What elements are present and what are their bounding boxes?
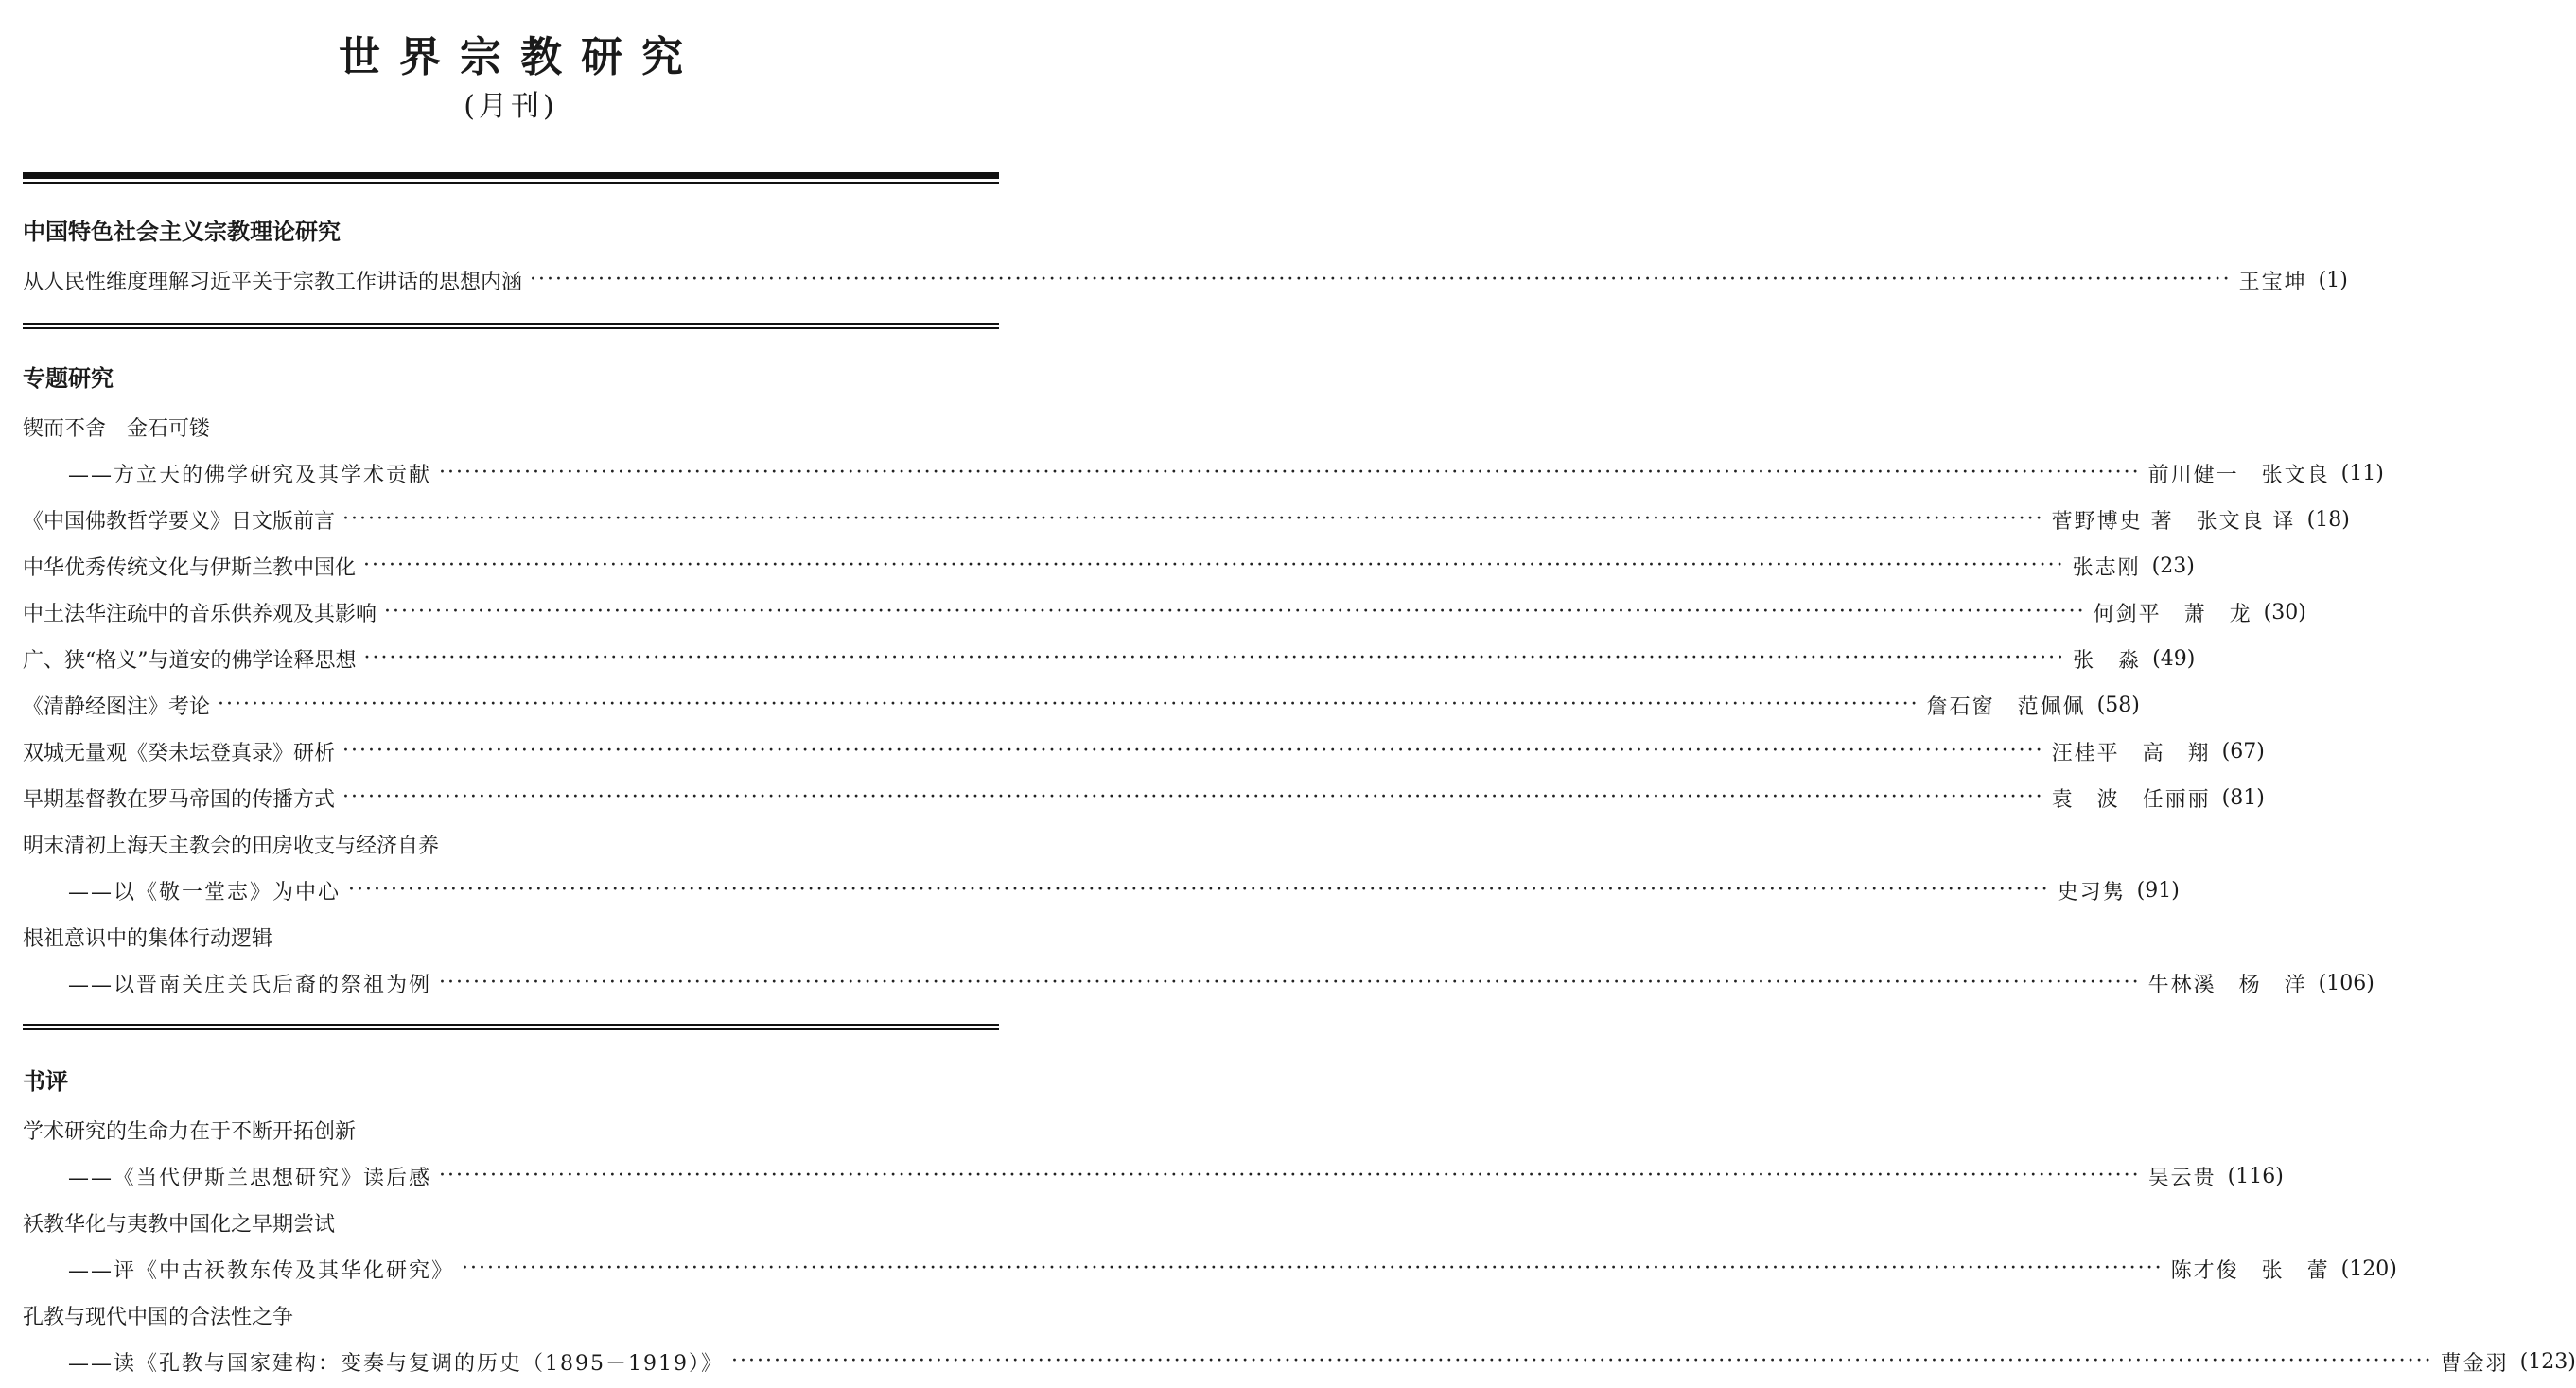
toc-entry[interactable] <box>23 828 999 860</box>
entry-page: (67) <box>2221 739 2265 764</box>
entry-subtitle: ——以《敬一堂志》为中心 <box>68 880 342 905</box>
journal-frequency: (月刊) <box>464 90 558 123</box>
entry-page: (116) <box>2227 1164 2284 1188</box>
section-title-special-topics: 专题研究 <box>23 365 114 392</box>
entry-title: 从人民性维度理解习近平关于宗教工作讲话的思想内涵 <box>23 270 523 294</box>
toc-entry[interactable] <box>23 642 2196 675</box>
entry-title: 中土法华注疏中的音乐供养观及其影响 <box>23 602 377 626</box>
entry-title: 中华优秀传统文化与伊斯兰教中国化 <box>23 555 357 580</box>
toc-entry[interactable] <box>23 1345 2576 1378</box>
leader-dots: ········································································································································································································ <box>462 1256 2164 1280</box>
entry-author: 牛林溪 杨 洋 <box>2147 973 2307 997</box>
leader-dots: ········································································································································································································ <box>342 507 2044 531</box>
toc-entry[interactable] <box>23 967 2374 999</box>
entry-title: 《中国佛教哲学要义》日文版前言 <box>23 509 336 534</box>
entry-author: 前川健一 张文良 <box>2147 463 2330 487</box>
entry-page: (18) <box>2306 507 2350 532</box>
entry-subtitle: ——读《孔教与国家建构：变奏与复调的历史（1895－1919）》 <box>68 1351 724 1376</box>
entry-author: 袁 波 任丽丽 <box>2051 787 2211 812</box>
toc-entry[interactable] <box>23 1114 999 1146</box>
toc-entry[interactable] <box>23 782 2265 814</box>
leader-dots: ········································································································································································································ <box>363 646 2066 670</box>
entry-author: 菅野博史 著 张文良 译 <box>2051 509 2296 534</box>
entry-title: 锲而不舍 金石可镂 <box>23 416 211 441</box>
toc-entry[interactable] <box>23 1206 999 1239</box>
toc-entry[interactable] <box>23 1299 999 1331</box>
entry-author: 詹石窗 范佩佩 <box>1926 694 2086 719</box>
toc-entry[interactable] <box>23 1160 2284 1192</box>
entry-page: (58) <box>2096 693 2140 717</box>
journal-title: 世界宗教研究 <box>339 33 702 81</box>
leader-dots: ········································································································································································································ <box>439 971 2141 994</box>
entry-subtitle: ——以晋南关庄关氏后裔的祭祖为例 <box>68 973 432 997</box>
toc-entry[interactable] <box>23 921 999 953</box>
toc-entry[interactable] <box>23 550 2195 582</box>
toc-entry[interactable] <box>23 874 2180 906</box>
leader-dots: ········································································································································································································ <box>363 553 2065 577</box>
entry-title: 广、狭“格义”与道安的佛学诠释思想 <box>23 648 357 673</box>
toc-entry[interactable] <box>23 264 2348 296</box>
entry-title: 孔教与现代中国的合法性之争 <box>23 1305 294 1329</box>
entry-page: (23) <box>2151 553 2195 578</box>
section-rule-bottom <box>23 327 999 329</box>
section-title-theory: 中国特色社会主义宗教理论研究 <box>23 219 341 245</box>
entry-title: 袄教华化与夷教中国化之早期尝试 <box>23 1212 336 1237</box>
entry-page: (1) <box>2318 268 2348 292</box>
leader-dots: ········································································································································································································ <box>439 1164 2141 1187</box>
entry-author: 张 淼 <box>2073 648 2142 673</box>
entry-subtitle: ——《当代伊斯兰思想研究》读后感 <box>68 1166 432 1190</box>
entry-author: 史习隽 <box>2057 880 2126 905</box>
entry-title: 学术研究的生命力在于不断开拓创新 <box>23 1119 357 1144</box>
entry-subtitle: ——评《中古祆教东传及其华化研究》 <box>68 1258 455 1283</box>
toc-page <box>23 0 2576 1388</box>
entry-title: 《清静经图注》考论 <box>23 694 211 719</box>
entry-author: 王宝坤 <box>2238 270 2307 294</box>
entry-author: 何剑平 萧 龙 <box>2093 602 2252 626</box>
section-rule-bottom <box>23 1028 999 1030</box>
entry-author: 吴云贵 <box>2147 1166 2217 1190</box>
toc-entry[interactable] <box>23 596 2306 628</box>
leader-dots: ········································································································································································································ <box>384 600 2086 624</box>
entry-author: 张志刚 <box>2072 555 2141 580</box>
entry-page: (11) <box>2340 461 2384 485</box>
header-thick-rule <box>23 172 999 179</box>
leader-dots: ········································································································································································································ <box>730 1349 2433 1373</box>
header-thin-rule <box>23 182 999 184</box>
leader-dots: ········································································································································································································ <box>348 878 2050 902</box>
entry-page: (106) <box>2318 971 2374 995</box>
entry-subtitle: ——方立天的佛学研究及其学术贡献 <box>68 463 432 487</box>
leader-dots: ········································································································································································································ <box>342 739 2044 763</box>
entry-author: 曹金羽 <box>2440 1351 2509 1376</box>
entry-page: (123) <box>2519 1349 2576 1374</box>
toc-entry[interactable] <box>23 1253 2397 1285</box>
section-rule-top <box>23 323 999 325</box>
entry-title: 明末清初上海天主教会的田房收支与经济自养 <box>23 834 440 858</box>
entry-page: (30) <box>2263 600 2306 624</box>
toc-entry[interactable] <box>23 735 2265 767</box>
entry-page: (91) <box>2136 878 2180 903</box>
leader-dots: ········································································································································································································ <box>218 693 1919 716</box>
entry-author: 汪桂平 高 翔 <box>2051 741 2211 765</box>
section-title-book-reviews: 书评 <box>23 1068 68 1095</box>
entry-author: 陈才俊 张 蕾 <box>2170 1258 2330 1283</box>
section-rule-top <box>23 1024 999 1026</box>
entry-title: 根祖意识中的集体行动逻辑 <box>23 926 273 951</box>
leader-dots: ········································································································································································································ <box>530 268 2232 291</box>
leader-dots: ········································································································································································································ <box>439 461 2141 484</box>
entry-title: 早期基督教在罗马帝国的传播方式 <box>23 787 336 812</box>
toc-entry[interactable] <box>23 457 2384 489</box>
entry-page: (49) <box>2152 646 2196 671</box>
toc-entry[interactable] <box>23 503 2350 536</box>
toc-entry[interactable] <box>23 689 2140 721</box>
entry-page: (120) <box>2340 1256 2397 1281</box>
entry-title: 双城无量观《癸未坛登真录》研析 <box>23 741 336 765</box>
leader-dots: ········································································································································································································ <box>342 785 2044 809</box>
toc-entry[interactable] <box>23 411 999 443</box>
entry-page: (81) <box>2221 785 2265 810</box>
